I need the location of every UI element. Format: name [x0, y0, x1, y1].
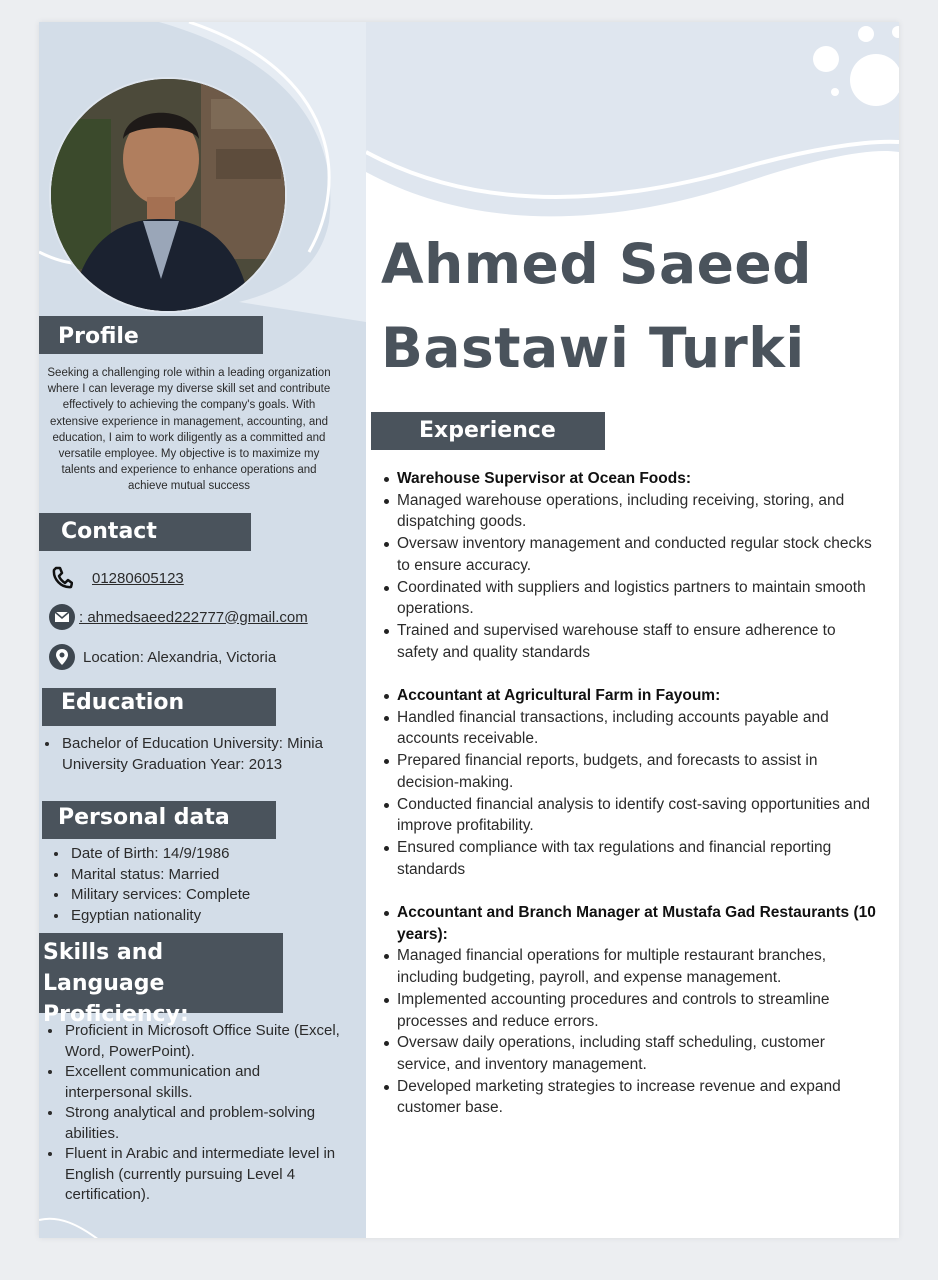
location-text: Location: Alexandria, Victoria: [83, 648, 277, 666]
email-icon: [49, 604, 75, 630]
experience-job: [379, 902, 879, 1119]
profile-photo: [49, 77, 287, 313]
job-title: Accountant and Branch Manager at Mustafa Gad Restaurants (10 years):: [397, 902, 879, 945]
skills-heading-line: Proficiency:: [43, 1002, 189, 1027]
experience-job: [379, 468, 879, 663]
list-item: Trained and supervised warehouse staff to ensure adherence to safety and quality standards: [397, 620, 879, 663]
person-portrait-icon: [51, 79, 285, 311]
job-title: Accountant at Agricultural Farm in Fayoum:: [397, 685, 879, 707]
list-item: • Excellent communication and interpersonal skills.: [63, 1062, 343, 1103]
skills-heading-line: Skills and Language: [43, 940, 165, 996]
candidate-name: [381, 222, 881, 390]
list-item: Handled financial transactions, including accounts payable and accounts receivable.: [397, 707, 879, 750]
list-item: • Fluent in Arabic and intermediate level in English (currently pursuing Level 4 certification).: [63, 1144, 343, 1206]
email-link[interactable]: : ahmedsaeed222777@gmail.com: [79, 608, 308, 626]
contact-email[interactable]: [49, 604, 308, 630]
name-line: Ahmed Saeed: [381, 232, 813, 296]
list-item: • Strong analytical and problem-solving abilities.: [63, 1103, 343, 1144]
resume-page: [39, 22, 899, 1238]
list-item: Developed marketing strategies to increase revenue and expand customer base.: [397, 1076, 879, 1119]
list-item: Oversaw daily operations, including staff scheduling, customer service, and inventory management.: [397, 1032, 879, 1075]
list-item: Oversaw inventory management and conducted regular stock checks to ensure accuracy.: [397, 533, 879, 576]
list-item: Ensured compliance with tax regulations and financial reporting standards: [397, 837, 879, 880]
personal-data-heading: Personal data: [42, 801, 276, 839]
contact-phone[interactable]: [49, 565, 184, 591]
contact-location: [49, 644, 276, 670]
list-item: Managed warehouse operations, including receiving, storing, and dispatching goods.: [397, 490, 879, 533]
list-item: • Egyptian nationality: [69, 906, 359, 927]
skills-heading: [39, 933, 283, 1027]
education-list: [40, 734, 350, 775]
experience-section: [379, 468, 879, 1141]
profile-text: Seeking a challenging role within a leading organization where I can leverage my diverse skill set and contribute effectively to achieving the company's goals. With extensive experience in management, accounting, and education, I aim to work diligently as a committed and versatile employee. My objective is to maximize my talents and experience to enhance operations and achieve mutual success: [47, 367, 331, 493]
experience-heading: Experience: [371, 412, 605, 450]
list-item: • Military services: Complete: [69, 885, 359, 906]
header-decoration: [366, 22, 899, 252]
phone-icon: [49, 565, 75, 591]
list-item: Managed financial operations for multiple restaurant branches, including budgeting, payroll, and expense management.: [397, 945, 879, 988]
list-item: Implemented accounting procedures and controls to streamline processes and reduce errors.: [397, 989, 879, 1032]
profile-heading: Profile: [39, 316, 263, 354]
contact-heading: Contact: [39, 513, 251, 551]
list-item: • Date of Birth: 14/9/1986: [69, 844, 359, 865]
education-heading: Education: [42, 688, 276, 726]
name-line: Bastawi Turki: [381, 316, 805, 380]
list-item: Conducted financial analysis to identify cost-saving opportunities and improve profitability.: [397, 794, 879, 837]
location-pin-icon: [49, 644, 75, 670]
experience-job: [379, 685, 879, 880]
list-item: • Bachelor of Education University: Minia University Graduation Year: 2013: [60, 734, 350, 775]
list-item: Prepared financial reports, budgets, and forecasts to assist in decision-making.: [397, 750, 879, 793]
list-item: • Marital status: Married: [69, 865, 359, 886]
job-title: Warehouse Supervisor at Ocean Foods:: [397, 468, 879, 490]
list-item: • Proficient in Microsoft Office Suite (Excel, Word, PowerPoint).: [63, 1021, 343, 1062]
decorative-wave: [39, 1200, 366, 1238]
skills-list: [43, 1021, 343, 1206]
phone-link[interactable]: 01280605123: [92, 569, 184, 587]
decorative-wave: [366, 22, 899, 252]
left-sidebar: [39, 22, 366, 1238]
personal-data-list: [49, 844, 359, 926]
list-item: Coordinated with suppliers and logistics partners to maintain smooth operations.: [397, 577, 879, 620]
